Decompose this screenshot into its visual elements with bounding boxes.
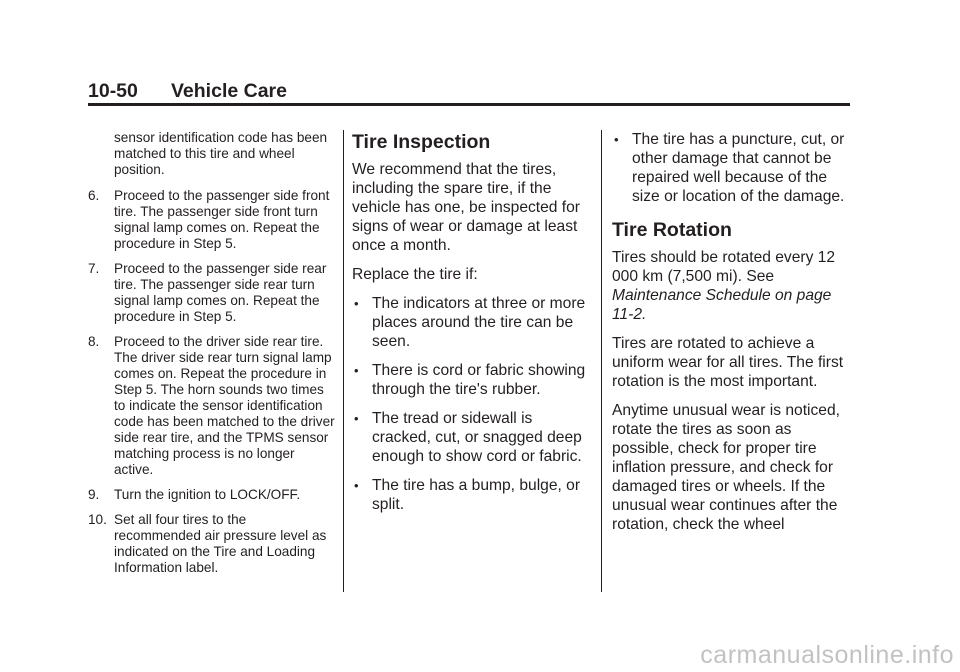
bullet-icon: • — [354, 296, 359, 311]
page-number: 10-50 — [88, 80, 138, 102]
step-item — [88, 512, 336, 576]
watermark: carmanualsonline.info — [700, 641, 954, 669]
list-item — [612, 130, 854, 206]
bullet-icon: • — [354, 411, 359, 426]
rotation-para-unusual-wear: Anytime unusual wear is noticed, rotate the tires as soon as possible, check for proper tire inflation pressure, and check for damaged tires or wheels. If the unusual wear continues after the rotation, check the wheel — [612, 402, 840, 533]
step-number: 6. — [88, 188, 100, 203]
step-text: Proceed to the passenger side front tire. The passenger side front turn signal lamp comes on. Repeat the procedure in Step 5. — [114, 188, 330, 251]
list-item — [352, 476, 592, 514]
column-left — [88, 130, 336, 585]
list-item — [352, 294, 592, 351]
list-item-text: The indicators at three or more places around the tire can be seen. — [372, 295, 586, 350]
step-number: 9. — [88, 487, 100, 502]
bullet-icon: • — [354, 478, 359, 493]
step-number: 7. — [88, 261, 100, 276]
step-item — [88, 487, 336, 503]
replace-conditions-list — [352, 294, 592, 514]
column-divider — [343, 130, 344, 592]
list-item-text: The tread or sidewall is cracked, cut, or snagged deep enough to show cord or fabric. — [372, 410, 582, 465]
list-item-text: There is cord or fabric showing through the tire's rubber. — [372, 362, 586, 398]
step-text: Proceed to the driver side rear tire. The driver side rear turn signal lamp comes on. Repeat the procedure in Step 5. The horn sounds two times to indicate the sensor identification code has been matched to the driver side rear tire, and the TPMS sensor matching process is no longer active. — [114, 334, 335, 477]
rotation-interval — [612, 248, 854, 324]
step-text: Turn the ignition to LOCK/OFF. — [114, 487, 301, 502]
list-item-text: The tire has a puncture, cut, or other damage that cannot be repaired well because of the size or location of the damage. — [632, 131, 845, 205]
step-number: 10. — [88, 512, 107, 527]
bullet-icon: • — [614, 132, 619, 147]
step-continuation: sensor identification code has been matched to this tire and wheel position. — [114, 130, 328, 177]
column-right — [612, 130, 854, 544]
list-item-text: The tire has a bump, bulge, or split. — [372, 477, 581, 513]
inspection-intro: We recommend that the tires, including the spare tire, if the vehicle has one, be inspected for signs of wear or damage at least once a month. — [352, 161, 580, 254]
column-middle — [352, 130, 592, 524]
replace-conditions-list-continued — [612, 130, 854, 206]
step-item — [88, 188, 336, 252]
step-list — [88, 188, 336, 576]
step-text: Proceed to the passenger side rear tire. The passenger side rear turn signal lamp comes on. Repeat the procedure in Step 5. — [114, 261, 327, 324]
step-text: Set all four tires to the recommended air pressure level as indicated on the Tire and Loading Information label. — [114, 512, 327, 575]
step-item — [88, 261, 336, 325]
rotation-para-uniform: Tires are rotated to achieve a uniform wear for all tires. The first rotation is the most important. — [612, 335, 844, 390]
header-rule — [88, 103, 850, 106]
column-divider — [601, 130, 602, 592]
step-number: 8. — [88, 334, 100, 349]
bullet-icon: • — [354, 363, 359, 378]
heading-tire-rotation: Tire Rotation — [612, 219, 732, 241]
section-title: Vehicle Care — [171, 80, 287, 102]
list-item — [352, 409, 592, 466]
rotation-text: Tires should be rotated every 12 000 km (7,500 mi). See — [612, 249, 836, 285]
heading-tire-inspection: Tire Inspection — [352, 131, 491, 153]
replace-if-label: Replace the tire if: — [352, 266, 478, 283]
maintenance-schedule-link[interactable]: Maintenance Schedule on page 11-2. — [612, 287, 832, 323]
step-item — [88, 334, 336, 478]
list-item — [352, 361, 592, 399]
